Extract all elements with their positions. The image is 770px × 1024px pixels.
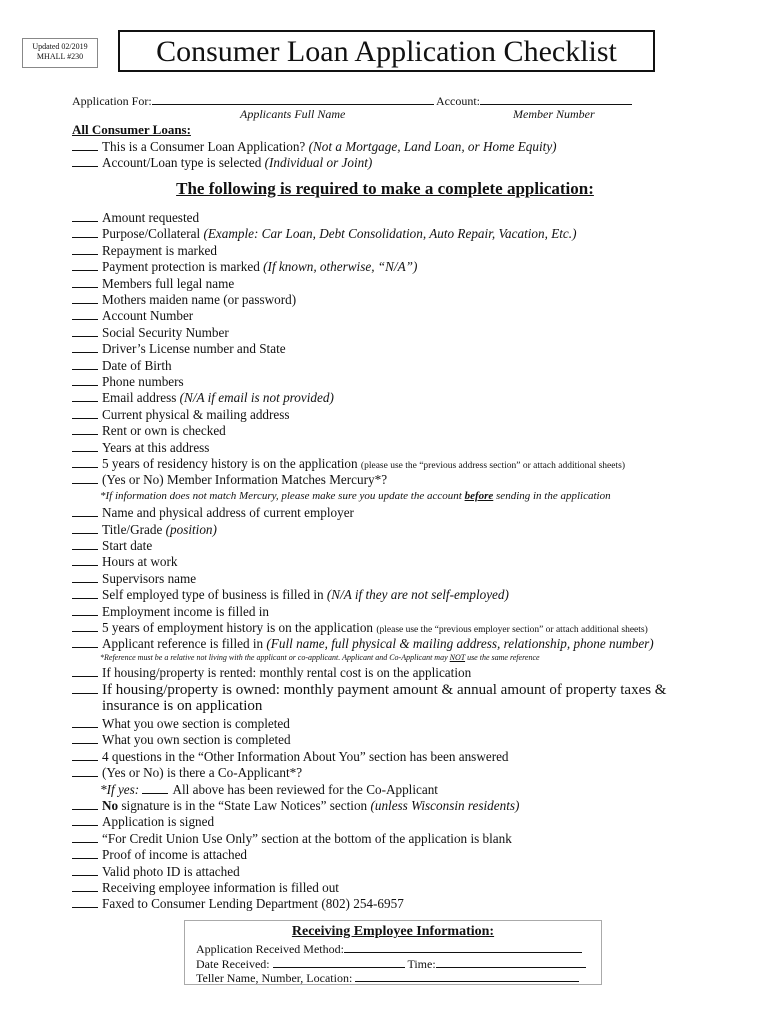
checkbox-blank[interactable] [72,863,98,876]
note-emphasis: NOT [449,653,466,662]
receiving-employee-box [184,920,602,985]
checkbox-blank[interactable] [72,406,98,419]
checkbox-blank[interactable] [72,209,98,222]
list-item [72,258,417,275]
date-received-label: Date Received: [196,957,270,971]
checkbox-blank[interactable] [72,830,98,843]
list-item [72,879,339,896]
checkbox-blank[interactable] [72,553,98,566]
list-item [72,764,302,781]
item-text: What you owe section is completed [102,716,290,731]
received-method-field[interactable] [344,941,582,953]
list-item [72,324,229,341]
note-text: *If information does not match Mercury, please make sure you update the account [100,489,462,502]
item-text: This is a Consumer Loan Application? [102,139,306,154]
checkbox-blank[interactable] [72,570,98,583]
item-text: Receiving employee information is filled out [102,880,339,895]
received-method-label: Application Received Method: [196,942,344,956]
list-item [72,797,519,814]
item-text: (Yes or No) Member Information Matches Mercury*? [102,472,388,488]
checkbox-blank[interactable] [72,138,98,151]
required-heading: The following is required to make a complete application: [176,179,594,198]
item-text: Repayment is marked [102,242,217,258]
item-note: *If yes: [100,781,140,797]
checkbox-blank[interactable] [72,748,98,761]
checkbox-blank[interactable] [72,681,98,694]
item-text: “For Credit Union Use Only” section at the bottom of the application is blank [102,830,512,846]
checkbox-blank[interactable] [72,635,98,648]
mercury-note [100,488,611,504]
checkbox-blank[interactable] [72,225,98,238]
list-item [72,291,296,308]
checkbox-blank[interactable] [72,797,98,810]
application-for-label: Application For: [72,94,152,108]
note-emphasis: before [464,489,494,502]
item-note: (Full name, full physical & mailing address, relationship, phone number) [266,636,654,652]
item-text: Faxed to Consumer Lending Department (802) 254-6957 [102,896,404,912]
item-text: Payment protection is marked [102,259,260,275]
checkbox-blank[interactable] [72,764,98,777]
list-item [72,521,217,538]
member-caption: Member Number [513,107,595,121]
list-item [72,570,196,587]
list-item-continued: insurance is on application [102,698,263,714]
list-item [72,586,509,603]
list-item [72,681,666,698]
list-item [72,422,226,439]
list-item [72,813,214,830]
list-item [72,406,290,423]
note-text: use the same reference [467,653,540,662]
list-item [72,138,557,155]
checkbox-blank[interactable] [72,619,98,632]
item-text: 5 years of employment history is on the application [102,620,374,635]
item-text: Email address [102,390,177,406]
applicant-name-field[interactable] [152,93,434,105]
item-note: (Individual or Joint) [264,155,373,170]
item-text: Phone numbers [102,374,184,389]
list-item [72,275,234,292]
item-note: (N/A if they are not self-employed) [326,587,509,603]
revision-stamp [22,38,98,68]
checkbox-blank[interactable] [72,813,98,826]
list-item [72,553,177,570]
checkbox-blank[interactable] [72,291,98,304]
list-item [72,154,372,171]
item-text: Date of Birth [102,357,172,373]
account-label: Account: [436,94,481,108]
teller-row [196,970,579,986]
note-text: sending in the application [496,489,611,502]
item-text: If housing/property is rented: monthly rental cost is on the application [102,665,472,680]
item-text: Hours at work [102,554,178,570]
checkbox-blank[interactable] [72,846,98,859]
list-item [72,242,217,259]
list-item [72,209,199,226]
checkbox-blank[interactable] [72,537,98,550]
checkbox-blank[interactable] [72,422,98,435]
checkbox-blank[interactable] [72,504,98,517]
receiving-heading: Receiving Employee Information: [291,924,495,939]
list-item [72,830,512,847]
list-item [72,715,290,732]
item-text: signature is in the “State Law Notices” section [121,798,368,813]
item-text: 4 questions in the “Other Information About You” section has been answered [102,748,509,764]
checkbox-blank[interactable] [142,781,168,794]
stamp-date: Updated 02/2019 [32,42,88,51]
list-item [72,307,193,324]
list-item-if-yes [100,781,438,798]
list-item [72,664,471,681]
time-label: Time: [407,957,436,971]
list-item [72,504,354,521]
checkbox-blank[interactable] [72,154,98,167]
item-text: Account/Loan type is selected [102,155,262,170]
checkbox-blank[interactable] [72,324,98,337]
checkbox-blank[interactable] [72,357,98,370]
list-item [72,603,269,620]
teller-field[interactable] [355,970,579,982]
list-item [72,895,404,912]
item-note: (please use the “previous address section” or attach additional sheets) [360,461,625,471]
teller-label: Teller Name, Number, Location: [196,971,353,985]
item-emphasis: No [102,798,119,813]
checkbox-blank[interactable] [72,586,98,599]
checkbox-blank[interactable] [72,307,98,320]
checkbox-blank[interactable] [72,340,98,353]
list-item [72,748,509,765]
checkbox-blank[interactable] [72,389,98,402]
list-item [72,537,152,554]
list-item [72,357,172,374]
checkbox-blank[interactable] [72,603,98,616]
list-item [72,225,576,242]
item-text: Current physical & mailing address [102,406,290,422]
item-text: Social Security Number [102,324,229,340]
list-item [72,731,291,748]
item-text: Applicant reference is filled in [102,636,264,652]
list-item [72,471,387,488]
item-text: Amount requested [102,210,200,225]
item-text: Start date [102,538,153,553]
list-item [72,373,184,390]
note-text: *Reference must be a relative not living with the applicant or co-applicant. Applicant and Co-Applicant may [100,653,448,662]
time-field[interactable] [436,956,586,968]
checkbox-blank[interactable] [72,373,98,386]
item-text: Rent or own is checked [102,423,226,439]
checkbox-blank[interactable] [72,521,98,534]
item-text: Valid photo ID is attached [102,863,240,879]
checkbox-blank[interactable] [72,715,98,728]
page-title: Consumer Loan Application Checklist [156,35,617,68]
item-note: (If known, otherwise, “N/A”) [263,259,418,275]
item-text: Application is signed [102,814,215,830]
checkbox-blank[interactable] [72,242,98,255]
received-method-row [196,941,582,957]
item-note: (N/A if email is not provided) [179,390,334,406]
checkbox-blank[interactable] [72,455,98,468]
list-item [72,389,334,406]
item-note: (position) [165,521,217,537]
item-text: Members full legal name [102,275,235,291]
item-text: Employment income is filled in [102,603,270,619]
item-note: (please use the “previous employer section” or attach additional sheets) [376,625,648,635]
all-loans-heading: All Consumer Loans: [72,122,191,137]
item-text: Mothers maiden name (or password) [102,292,297,307]
item-text: 5 years of residency history is on the application [102,456,358,471]
item-text: Name and physical address of current employer [102,505,354,521]
account-number-field[interactable] [480,93,632,105]
item-note: (unless Wisconsin residents) [370,798,520,813]
item-note: (Example: Car Loan, Debt Consolidation, Auto Repair, Vacation, Etc.) [203,226,577,242]
list-item [72,340,286,357]
checkbox-blank[interactable] [72,275,98,288]
checkbox-blank[interactable] [72,471,98,484]
item-text: (Yes or No) is there a Co-Applicant*? [102,765,303,781]
list-item [72,439,209,456]
checkbox-blank[interactable] [72,879,98,892]
item-text: Supervisors name [102,570,197,586]
checkbox-blank[interactable] [72,895,98,908]
item-text: What you own section is completed [102,732,291,748]
checkbox-blank[interactable] [72,664,98,677]
item-note: (Not a Mortgage, Land Loan, or Home Equity) [308,139,557,154]
item-text: Driver’s License number and State [102,341,286,357]
title-box [118,30,655,72]
date-received-field[interactable] [273,956,405,968]
item-text: Purpose/Collateral [102,226,201,242]
item-text: Title/Grade [102,521,163,537]
item-text: All above has been reviewed for the Co-Applicant [172,781,438,797]
checkbox-blank[interactable] [72,439,98,452]
stamp-code: MHALL #230 [36,52,84,61]
item-text: Years at this address [102,439,210,455]
item-text: If housing/property is owned: monthly payment amount & annual amount of property taxes & [102,682,667,698]
item-text: Self employed type of business is filled in [102,587,324,603]
list-item [72,863,240,880]
item-text: Proof of income is attached [102,847,248,863]
applicant-caption: Applicants Full Name [240,107,346,121]
item-text: Account Number [102,308,194,324]
list-item [72,846,247,863]
checkbox-blank[interactable] [72,258,98,271]
checkbox-blank[interactable] [72,731,98,744]
